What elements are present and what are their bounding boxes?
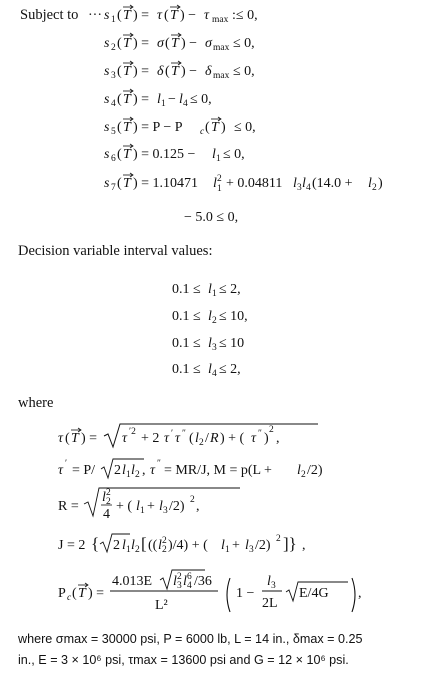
svg-text:l: l [293, 176, 297, 191]
svg-text:,: , [358, 586, 362, 601]
svg-text:(: ( [189, 431, 194, 446]
svg-text:l: l [245, 538, 249, 553]
svg-text:7: 7 [111, 183, 116, 193]
svg-text:l: l [179, 92, 183, 107]
svg-text:/2): /2) [169, 499, 185, 514]
svg-text:T: T [123, 64, 131, 79]
svg-text:(: ( [165, 36, 170, 51]
svg-text:″: ″ [258, 429, 262, 439]
svg-text:3: 3 [249, 545, 254, 555]
svg-text:τ: τ [150, 463, 156, 478]
svg-text:≤ 2,: ≤ 2, [219, 282, 241, 297]
constraint-s1 [88, 5, 258, 25]
svg-text:≤ 2,: ≤ 2, [219, 362, 241, 377]
svg-text:≤ 10,: ≤ 10, [219, 309, 248, 324]
svg-text:2L: 2L [262, 596, 278, 611]
svg-text:2: 2 [269, 425, 274, 435]
svg-text:+ 0.04811: + 0.04811 [226, 176, 283, 191]
svg-text:1: 1 [126, 470, 131, 480]
svg-text:4: 4 [111, 99, 116, 109]
svg-text:s: s [104, 147, 110, 162]
svg-text:J = 2: J = 2 [58, 538, 86, 553]
svg-text:s: s [104, 36, 110, 51]
svg-text:c: c [67, 593, 72, 603]
svg-text:≤ 10: ≤ 10 [219, 336, 245, 351]
constraint-s7 [104, 173, 383, 225]
svg-text:{: { [91, 534, 100, 553]
svg-text:T: T [123, 120, 131, 135]
svg-text:2: 2 [190, 495, 195, 505]
svg-text:(: ( [117, 8, 122, 23]
svg-text:2: 2 [162, 536, 167, 546]
svg-text:l: l [122, 463, 126, 478]
svg-text:′: ′ [171, 429, 174, 439]
svg-text:4: 4 [212, 369, 217, 379]
svg-text:2: 2 [135, 470, 140, 480]
svg-text:) = 1.10471: ) = 1.10471 [133, 176, 199, 191]
svg-text:(: ( [117, 36, 122, 51]
svg-text:1: 1 [140, 506, 145, 516]
svg-text:T: T [123, 147, 131, 162]
svg-text:s: s [104, 92, 110, 107]
constraint-s3 [104, 61, 255, 81]
def-Pc [58, 570, 362, 613]
svg-text:σ: σ [205, 36, 212, 51]
svg-text:0.1 ≤: 0.1 ≤ [172, 309, 201, 324]
svg-text:) =: ) = [133, 36, 150, 51]
svg-text:5: 5 [111, 127, 116, 137]
svg-text:l: l [131, 463, 135, 478]
svg-text:2: 2 [301, 470, 306, 480]
where-label: where [18, 395, 54, 411]
svg-text:···: ··· [88, 8, 102, 23]
svg-text:]}: ]} [283, 534, 297, 553]
svg-text:max: max [213, 43, 230, 53]
svg-text:τ: τ [58, 463, 64, 478]
svg-text:/36: /36 [194, 574, 212, 589]
svg-text:2: 2 [212, 316, 217, 326]
svg-text:2: 2 [135, 545, 140, 555]
svg-text:1: 1 [161, 99, 166, 109]
svg-text:T: T [211, 120, 219, 135]
svg-text:T: T [170, 8, 178, 23]
svg-text:3: 3 [111, 71, 116, 81]
svg-text:l: l [212, 147, 216, 162]
svg-text:δ: δ [157, 64, 164, 79]
svg-text:T: T [123, 36, 131, 51]
svg-text:max: max [213, 71, 230, 81]
interval-heading: Decision variable interval values: [18, 243, 213, 259]
svg-text:1: 1 [111, 15, 116, 25]
svg-text:1: 1 [212, 289, 217, 299]
svg-text:l: l [173, 574, 177, 589]
svg-text:0.1 ≤: 0.1 ≤ [172, 282, 201, 297]
svg-text:− 5.0 ≤ 0,: − 5.0 ≤ 0, [184, 210, 239, 225]
svg-text:): ) [378, 176, 383, 191]
svg-text:τ: τ [164, 431, 170, 446]
svg-text:(: ( [117, 147, 122, 162]
svg-text:) =: ) = [133, 92, 150, 107]
svg-text:2: 2 [199, 438, 204, 448]
svg-text:1: 1 [217, 184, 222, 194]
svg-text:= P/: = P/ [72, 463, 96, 478]
svg-text:s: s [104, 120, 110, 135]
svg-text:(: ( [205, 120, 210, 135]
svg-text:T: T [171, 36, 179, 51]
svg-text:″: ″ [182, 429, 186, 439]
svg-text:): ) [221, 120, 226, 135]
svg-text:l: l [208, 362, 212, 377]
svg-text:+ (: + ( [116, 499, 133, 514]
svg-text:3: 3 [177, 581, 182, 591]
svg-text:2: 2 [217, 174, 222, 184]
svg-text:l: l [183, 574, 187, 589]
svg-text:(: ( [117, 64, 122, 79]
svg-text:4: 4 [183, 99, 188, 109]
svg-text:T: T [171, 64, 179, 79]
svg-text:2: 2 [106, 488, 111, 498]
svg-text:+ 2: + 2 [141, 431, 160, 446]
svg-text:l: l [122, 538, 126, 553]
svg-text:= MR/J, M = p(L +: = MR/J, M = p(L + [164, 463, 272, 478]
footnote-line-1: where σmax = 30000 psi, P = 6000 lb, L = 14 in., δmax = 0.25 [18, 632, 363, 646]
svg-text:−: − [168, 92, 176, 107]
svg-text:E/4G: E/4G [299, 586, 329, 601]
svg-text:) =: ) = [81, 431, 98, 446]
svg-text:) + (: ) + ( [220, 431, 245, 446]
svg-text:T: T [78, 586, 86, 601]
svg-text:(: ( [117, 176, 122, 191]
svg-text:/2): /2) [307, 463, 323, 478]
svg-text:τ: τ [157, 8, 163, 23]
def-R [58, 488, 240, 522]
svg-text:2: 2 [177, 572, 182, 582]
svg-text::≤ 0,: :≤ 0, [232, 8, 258, 23]
svg-text:4.013E: 4.013E [112, 574, 153, 589]
svg-text:l: l [159, 499, 163, 514]
constraint-s5 [104, 117, 256, 137]
svg-text:2: 2 [111, 43, 116, 53]
svg-text:c: c [200, 127, 205, 137]
svg-text:) = 0.125 −: ) = 0.125 − [133, 147, 196, 162]
svg-text:′2: ′2 [129, 427, 136, 437]
svg-text:,: , [302, 538, 306, 553]
svg-text:3: 3 [297, 183, 302, 193]
svg-text:s: s [104, 64, 110, 79]
svg-text:′: ′ [65, 459, 68, 469]
svg-text:(: ( [164, 8, 169, 23]
svg-text:2: 2 [276, 534, 281, 544]
svg-text:″: ″ [157, 459, 161, 469]
svg-text:l: l [136, 499, 140, 514]
svg-text:(: ( [72, 586, 77, 601]
svg-text:τ: τ [251, 431, 257, 446]
svg-text:≤ 0,: ≤ 0, [233, 64, 255, 79]
svg-text:τ: τ [122, 431, 128, 446]
svg-text:l: l [102, 490, 106, 505]
svg-text:L²: L² [155, 598, 168, 613]
svg-text:l: l [131, 538, 135, 553]
svg-text:≤ 0,: ≤ 0, [223, 147, 245, 162]
svg-text:l: l [267, 574, 271, 589]
svg-text:τ: τ [58, 431, 64, 446]
svg-text:2: 2 [372, 183, 377, 193]
svg-text:4: 4 [103, 507, 110, 522]
svg-text:T: T [123, 8, 131, 23]
svg-text:[: [ [141, 534, 147, 553]
svg-text:) −: ) − [181, 64, 198, 79]
svg-text:(: ( [65, 431, 70, 446]
svg-text:δ: δ [205, 64, 212, 79]
svg-text:P: P [58, 586, 66, 601]
svg-text:((: (( [148, 538, 158, 553]
svg-text:6: 6 [187, 572, 192, 582]
svg-text:(: ( [117, 92, 122, 107]
svg-text:l: l [208, 309, 212, 324]
svg-text:T: T [71, 431, 79, 446]
svg-text:) −: ) − [181, 36, 198, 51]
svg-text:3: 3 [271, 581, 276, 591]
svg-text:(14.0 +: (14.0 + [312, 176, 353, 191]
svg-text:1: 1 [216, 154, 221, 164]
svg-text:max: max [212, 15, 229, 25]
svg-text:) =: ) = [88, 586, 105, 601]
svg-text:l: l [158, 538, 162, 553]
svg-text:/: / [205, 431, 209, 446]
subject-to-label: Subject to [20, 7, 79, 23]
svg-text:+: + [232, 538, 240, 553]
svg-text:3: 3 [163, 506, 168, 516]
svg-text:1: 1 [225, 545, 230, 555]
svg-text:l: l [195, 431, 199, 446]
interval-l4 [172, 362, 241, 379]
svg-text:τ: τ [175, 431, 181, 446]
svg-text:l: l [157, 92, 161, 107]
svg-text:s: s [104, 8, 110, 23]
svg-text:R =: R = [58, 499, 79, 514]
interval-l3 [172, 336, 244, 353]
svg-text:3: 3 [212, 343, 217, 353]
svg-text:1 −: 1 − [236, 586, 255, 601]
svg-text:) −: ) − [180, 8, 197, 23]
def-tau [58, 424, 318, 448]
svg-text:(: ( [165, 64, 170, 79]
svg-text:l: l [208, 282, 212, 297]
constraint-s4 [104, 89, 212, 109]
svg-text:s: s [104, 176, 110, 191]
svg-text:,: , [276, 431, 280, 446]
svg-text:≤ 0,: ≤ 0, [234, 120, 256, 135]
svg-text:0.1 ≤: 0.1 ≤ [172, 362, 201, 377]
svg-text:≤ 0,: ≤ 0, [190, 92, 212, 107]
footnote-line-2: in., E = 3 × 10⁶ psi, τmax = 13600 psi and G = 12 × 10⁶ psi. [18, 653, 349, 667]
svg-text:2: 2 [114, 463, 121, 478]
svg-text:) =: ) = [133, 8, 150, 23]
svg-text:) =: ) = [133, 64, 150, 79]
svg-text:,: , [196, 499, 200, 514]
svg-text:(: ( [117, 120, 122, 135]
svg-text:l: l [297, 463, 301, 478]
svg-text:6: 6 [111, 154, 116, 164]
svg-text:1: 1 [126, 545, 131, 555]
interval-l2 [172, 309, 248, 326]
svg-text:2: 2 [106, 497, 111, 507]
svg-text:) = P − P: ) = P − P [133, 120, 183, 135]
svg-text:τ: τ [204, 8, 210, 23]
svg-text:4: 4 [306, 183, 311, 193]
svg-text:)/4) + (: )/4) + ( [168, 538, 208, 553]
svg-text:R: R [210, 431, 219, 446]
constraint-s6 [104, 144, 245, 164]
svg-text:,: , [142, 463, 146, 478]
svg-text:l: l [302, 176, 306, 191]
svg-text:0.1 ≤: 0.1 ≤ [172, 336, 201, 351]
def-J [58, 534, 306, 555]
svg-text:l: l [208, 336, 212, 351]
svg-text:): ) [264, 431, 269, 446]
interval-l1 [172, 282, 241, 299]
svg-text:4: 4 [187, 581, 192, 591]
svg-text:l: l [221, 538, 225, 553]
svg-text:l: l [368, 176, 372, 191]
svg-text:≤ 0,: ≤ 0, [233, 36, 255, 51]
svg-text:σ: σ [157, 36, 164, 51]
svg-text:+: + [147, 499, 155, 514]
svg-text:2: 2 [113, 538, 120, 553]
svg-text:l: l [213, 176, 217, 191]
svg-text:T: T [123, 92, 131, 107]
svg-text:2: 2 [162, 545, 167, 555]
svg-text:T: T [123, 176, 131, 191]
constraint-s2 [104, 33, 255, 53]
svg-text:/2): /2) [255, 538, 271, 553]
def-tauprime [58, 459, 323, 480]
